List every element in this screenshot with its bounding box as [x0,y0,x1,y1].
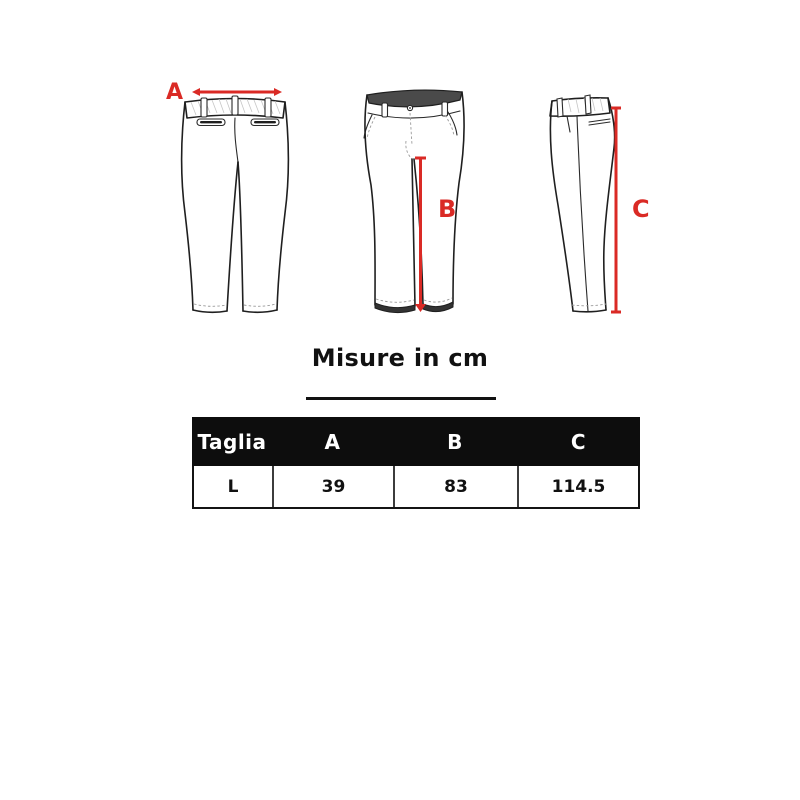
size-table [192,417,640,509]
arrowhead-right-icon [274,88,282,96]
cell-a-value: 39 [272,466,393,507]
belt-loop [265,98,271,117]
right-hem [243,310,277,312]
cell-taglia-value: L [227,476,239,497]
pocket-right [448,112,457,135]
left-inseam [412,159,415,306]
measure-arrow-c [611,108,621,312]
cell-c-value: 114.5 [517,466,638,507]
header-cell-b: B [447,429,463,454]
belt-loop [585,95,591,114]
left-inseam [227,162,238,311]
cell-b-value: 83 [393,466,517,507]
size-table-header-row [192,417,640,466]
header-cell-c: C [570,429,587,454]
left-outer-seam [182,102,193,310]
left-hem [193,310,227,312]
right-inseam [238,162,243,311]
pants-back-view-drawing [182,96,289,312]
measure-label-b: B [438,195,457,223]
pants-side-view-illustration [515,75,665,335]
right-hem-dark [423,302,453,312]
center-crease [577,116,588,311]
back-pocket-left-slit [200,121,222,123]
size-chart-title: Misure in cm [311,344,489,372]
pants-front-view-illustration [345,75,495,335]
back-seam [604,98,615,310]
pants-side-view-drawing [550,95,615,312]
belt-loop [557,98,563,117]
front-seam [550,101,573,311]
back-pocket-right-slit [254,121,276,123]
left-hem-dark [375,303,415,313]
measure-arrow-a [192,88,282,96]
front-dart [567,116,570,132]
fly-stitching [406,113,412,159]
back-pocket-welt [589,119,610,125]
belt-loop [201,98,207,117]
measure-label-a: A [166,80,184,105]
center-back-seam [235,118,238,162]
size-table-row [192,466,640,509]
title-underline [306,397,496,400]
header-cell-a: A [324,429,341,454]
measure-label-c: C [632,195,650,223]
waist-button-center [409,107,411,109]
arrowhead-left-icon [192,88,200,96]
belt-loop [442,102,448,116]
hem-stitching [376,298,452,302]
hem-stitching [572,304,606,306]
belt-loop [382,103,388,117]
header-cell-taglia: Taglia [197,429,267,454]
belt-loop [232,96,238,115]
hem-stitching [194,304,276,306]
right-outer-seam [277,102,288,310]
pants-back-view-illustration [155,75,305,335]
hem [573,310,606,312]
